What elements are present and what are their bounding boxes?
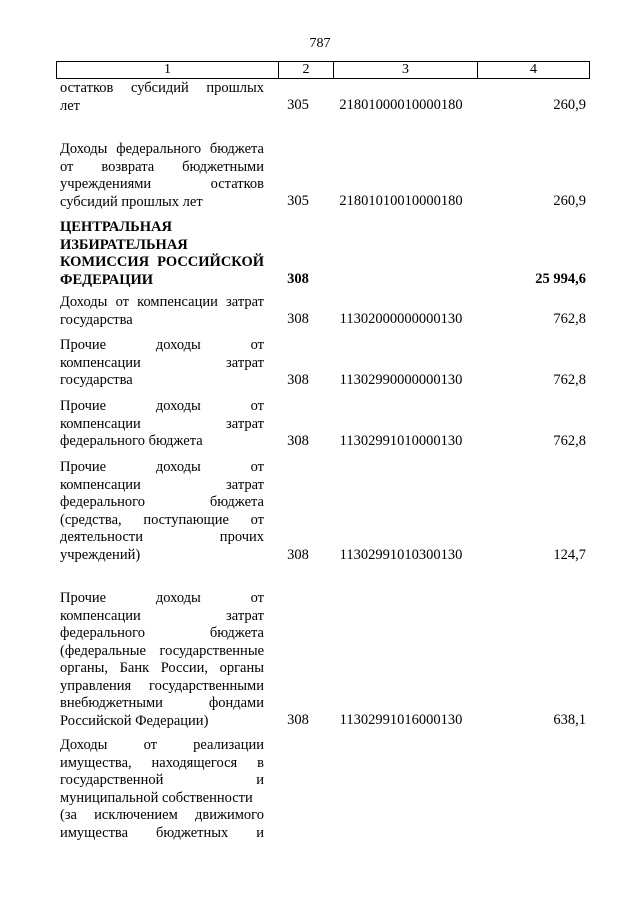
header-col-4: 4 — [478, 62, 590, 79]
amount: 762,8 — [553, 372, 586, 388]
kbk-code: 11302991010300130 — [339, 547, 463, 563]
desc-line: Прочие доходы от — [60, 398, 264, 414]
chapter-code: 308 — [287, 311, 309, 327]
amount: 260,9 — [553, 193, 586, 209]
kbk-code: 11302991016000130 — [339, 712, 463, 728]
row-description — [60, 398, 264, 451]
row-description — [60, 80, 264, 115]
chapter-code: 308 — [287, 712, 309, 728]
chapter-code: 305 — [287, 97, 309, 113]
row-description — [60, 219, 264, 289]
amount: 638,1 — [553, 712, 586, 728]
row-description — [60, 737, 264, 842]
desc-line: ЦЕНТРАЛЬНАЯ — [60, 219, 172, 235]
row-description — [60, 294, 264, 329]
desc-line: государственной и — [60, 772, 264, 788]
desc-line: (за исключением движимого — [60, 807, 264, 823]
kbk-code: 11302000000000130 — [339, 311, 463, 327]
column-header — [56, 61, 590, 79]
desc-line: Прочие доходы от — [60, 337, 264, 353]
desc-line: внебюджетными фондами — [60, 695, 264, 711]
amount: 762,8 — [553, 311, 586, 327]
chapter-code: 305 — [287, 193, 309, 209]
desc-line: Российской Федерации) — [60, 712, 209, 729]
kbk-code: 21801000010000180 — [339, 97, 463, 113]
desc-line: компенсации затрат — [60, 476, 264, 493]
kbk-code: 11302991010000130 — [339, 433, 463, 449]
desc-line: учреждений) — [60, 546, 141, 563]
desc-line: (федеральные государственные — [60, 642, 264, 659]
header-col-3: 3 — [334, 62, 478, 79]
chapter-code: 308 — [287, 271, 309, 287]
row-description — [60, 459, 264, 564]
header-col-2: 2 — [279, 62, 334, 79]
chapter-code: 308 — [287, 433, 309, 449]
desc-line: учреждениями остатков — [60, 176, 264, 192]
desc-line: имущества, находящегося в — [60, 754, 264, 771]
amount: 124,7 — [553, 547, 586, 563]
desc-line: компенсации затрат — [60, 415, 264, 432]
desc-line: компенсации затрат — [60, 354, 264, 371]
chapter-code: 308 — [287, 372, 309, 388]
desc-line: федерального бюджета — [60, 494, 264, 510]
desc-line: Прочие доходы от — [60, 590, 264, 606]
desc-line: ФЕДЕРАЦИИ — [60, 271, 154, 288]
desc-line: от возврата бюджетными — [60, 158, 264, 175]
desc-line: субсидий прошлых лет — [60, 193, 203, 210]
desc-line: ИЗБИРАТЕЛЬНАЯ — [60, 236, 188, 253]
desc-line: Доходы федерального бюджета — [60, 141, 264, 157]
amount: 762,8 — [553, 433, 586, 449]
desc-line: федерального бюджета — [60, 433, 203, 449]
row-description — [60, 337, 264, 390]
amount: 25 994,6 — [535, 271, 586, 287]
chapter-code: 308 — [287, 547, 309, 563]
desc-line: Доходы от реализации — [60, 737, 264, 753]
desc-line: остатков субсидий прошлых — [60, 80, 264, 96]
desc-line: имущества бюджетных и — [60, 824, 264, 841]
kbk-code: 11302990000000130 — [339, 372, 463, 388]
desc-line: органы, Банк России, органы — [60, 660, 264, 676]
desc-line: лет — [60, 97, 81, 114]
header-col-1: 1 — [57, 62, 279, 79]
desc-line: компенсации затрат — [60, 607, 264, 624]
desc-line: государства — [60, 311, 133, 328]
desc-line: федерального бюджета — [60, 625, 264, 641]
amount: 260,9 — [553, 97, 586, 113]
desc-line: Прочие доходы от — [60, 459, 264, 475]
desc-line: государства — [60, 372, 133, 388]
desc-line: муниципальной собственности — [60, 789, 253, 806]
page-number: 787 — [309, 36, 331, 51]
row-description — [60, 141, 264, 211]
desc-line: Доходы от компенсации затрат — [60, 294, 264, 310]
kbk-code: 21801010010000180 — [339, 193, 463, 209]
desc-line: управления государственными — [60, 677, 264, 694]
desc-line: КОМИССИЯ РОССИЙСКОЙ — [60, 254, 264, 270]
row-description — [60, 590, 264, 730]
desc-line: (средства, поступающие от — [60, 511, 264, 528]
desc-line: деятельности прочих — [60, 529, 264, 545]
